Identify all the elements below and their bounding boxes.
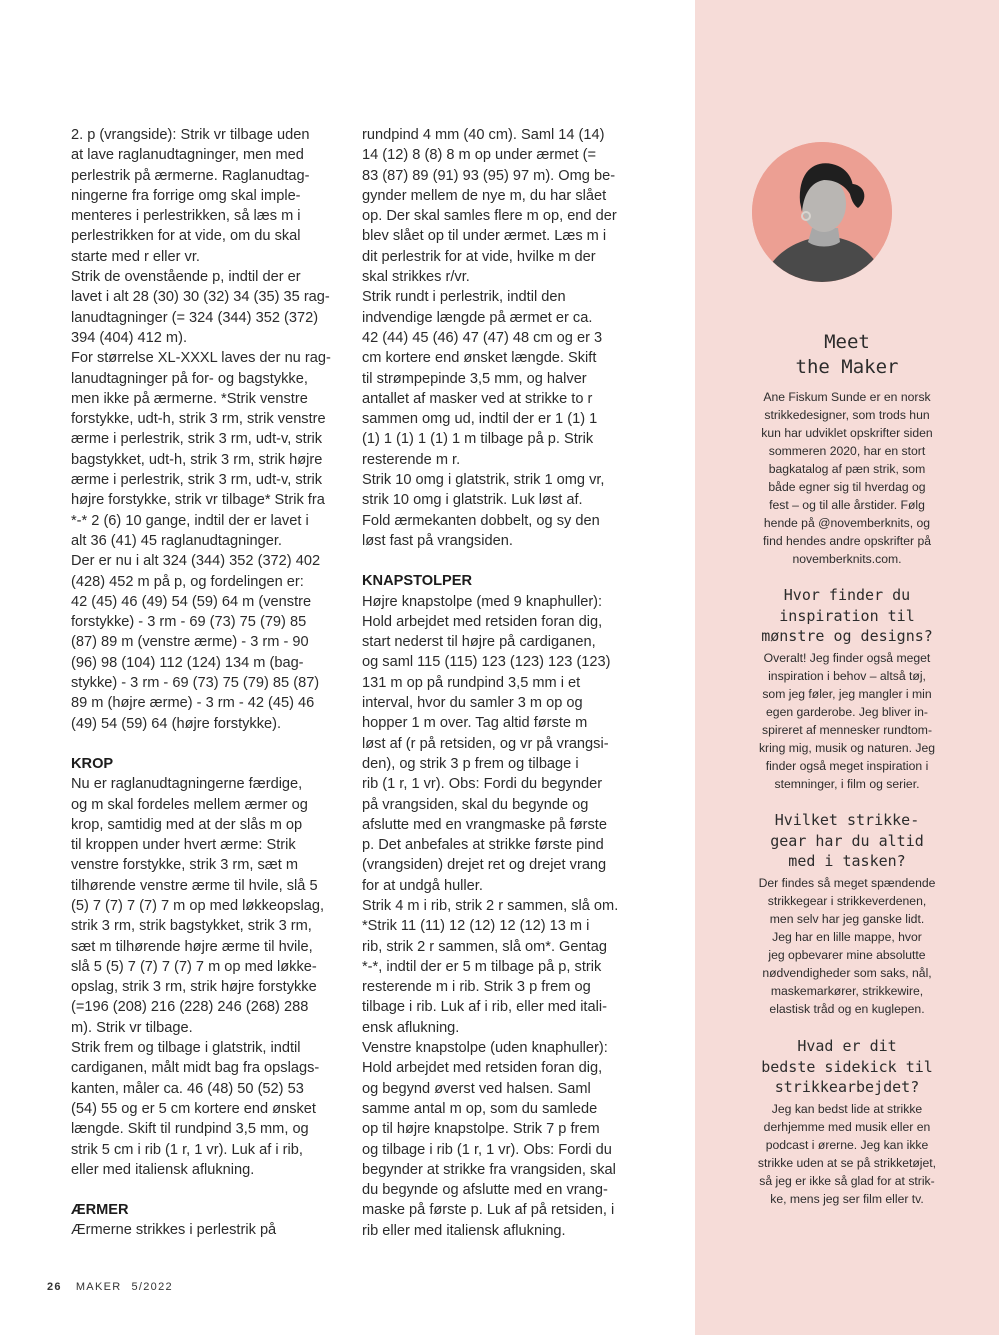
interview-question: Hvilket strikke- gear har du altid med i tasken? [770, 811, 924, 870]
interview-question: Hvad er dit bedste sidekick til strikkearbejdet? [761, 1037, 933, 1096]
text-column-middle [362, 125, 637, 1241]
paragraph: 2. p (vrangside): Strik vr tilbage uden at lave raglanudtagninger, men med perlestrik på ærmerne. Raglanudtag- ningerne fra forrige omg skal imple- menteres i perlestrikken, så læs m i perlestrikken for at vide, om du skal starte med r eller vr. [71, 127, 310, 265]
page-number: 26 [47, 1281, 62, 1293]
section-heading-aermer: ÆRMER [71, 1202, 129, 1219]
maker-portrait [752, 142, 892, 282]
spacer [362, 551, 637, 571]
paragraph: Strik frem og tilbage i glatstrik, indtil cardiganen, målt midt bag fra opslags- kanten, måler ca. 46 (48) 50 (52) 53 (54) 55 og er 5 cm kortere end ønsket længde. Skift til rundpind 3,5 mm, og strik 5 cm i rib (1 r, 1 vr). Luk af i rib, eller med italiensk aflukning. [71, 1040, 320, 1178]
paragraph: Nu er raglanudtagningerne færdige, og m skal fordeles mellem ærmer og krop, samtidig med at der slås m op til kroppen under hvert ærme: Strik venstre forstykke, strik 3 rm, sæt m tilhørende venstre ærme til hvile, slå 5 (5) 7 (7) 7 (7) 7 m op med løkkeopslag, strik 3 rm, strik bagstykket, strik 3 rm, sæt m tilhørende højre ærme til hvile, slå 5 (5) 7 (7) 7 (7) 7 m op med løkke- opslag, strik 3 rm, strik højre forstykke (=196 (208) 216 (228) 246 (268) 288 m). Strik vr tilbage. [71, 776, 325, 1036]
paragraph: rundpind 4 mm (40 cm). Saml 14 (14) 14 (12) 8 (8) 8 m op under ærmet (= 83 (87) 89 (91) 93 (95) 97 m). Omg be- gynder mellem de nye m, du har slået op. Der skal samles flere m op, end der blev slået op til under ærmet. Læs m i dit perlestrik for at vide, hvilke m der skal strikkes r/vr. [362, 127, 617, 286]
interview-answer: Der findes så meget spændende strikkegear i strikkeverdenen, men selv har jeg ganske lidt. Jeg har en lille mappe, hvor jeg opbevarer mine absolutte nødvendigheder som saks, nål, maskemarkører, strikkewire, elastisk tråd og en kuglepen. [758, 876, 936, 1016]
paragraph: Der er nu i alt 324 (344) 352 (372) 402 (428) 452 m på p, og fordelingen er: 42 (45) 46 (49) 54 (59) 64 m (venstre forstykke) - 3 rm - 69 (73) 75 (79) 85 (87) 89 m (venstre ærme) - 3 rm - 90 (96) 98 (104) 112 (124) 134 m (bag- stykke) - 3 rm - 69 (73) 75 (79) 85 (87) 89 m (højre ærme) - 3 rm - 42 (45) 46 (49) 54 (59) 64 (højre forstykke). [71, 553, 321, 732]
portrait-illustration [752, 142, 892, 282]
issue-number: 5/2022 [131, 1281, 173, 1293]
section-heading-krop: KROP [71, 755, 114, 772]
paragraph: Ærmerne strikkes i perlestrik på [71, 1222, 277, 1239]
text-column-left [71, 125, 341, 1241]
paragraph: Strik rundt i perlestrik, indtil den indvendige længde på ærmet er ca. 42 (44) 45 (46) 47 (47) 48 cm og er 3 cm kortere end ønsket længde. Skift til strømpepinde 3,5 mm, og halver antallet af masker ved at strikke to r sammen omg ud, indtil der er 1 (1) 1 (1) 1 (1) 1 (1) 1 m tilbage på p. Strik resterende m r. [362, 289, 603, 468]
page-footer [47, 1281, 173, 1293]
paragraph: Venstre knapstolpe (uden knaphuller): Hold arbejdet med retsiden foran dig, og begynd øverst ved halsen. Saml samme antal m op, som du samlede op til højre knapstolpe. Strik 7 p frem og tilbage i rib (1 r, 1 vr). Obs: Fordi du begynder at strikke fra vrangsiden, skal du begynde og afslutte med en vrang- maske på første p. Luk af på retsiden, i rib eller med italiensk aflukning. [362, 1040, 616, 1239]
meet-the-maker-title: Meet the Maker [795, 331, 899, 378]
paragraph: Strik de ovenstående p, indtil der er lavet i alt 28 (30) 30 (32) 34 (35) 35 rag- lanudtagninger (= 324 (344) 352 (372) 394 (404) 412 m). [71, 269, 330, 346]
spacer [71, 1180, 341, 1200]
interview-question: Hvor finder du inspiration til mønstre og designs? [761, 586, 933, 645]
spacer [71, 734, 341, 754]
maker-bio: Ane Fiskum Sunde er en norsk strikkedesigner, som trods hun kun har udviklet opskrifter siden sommeren 2020, har en stort bagkatalog af pæn strik, som både egner sig til hverdag og fest – og til alle årstider. Følg hende på @novemberknits, og find hendes andre opskrifter på novemberknits.com. [761, 390, 933, 566]
magazine-name: MAKER [75, 1281, 122, 1293]
paragraph: Strik 10 omg i glatstrik, strik 1 omg vr, strik 10 omg i glatstrik. Luk løst af. Fold ærmekanten dobbelt, og sy den løst fast på vrangsiden. [362, 472, 605, 549]
paragraph: Højre knapstolpe (med 9 knaphuller): Hold arbejdet med retsiden foran dig, start nederst til højre på cardiganen, og saml 115 (115) 123 (123) 123 (123) 131 m op på rundpind 3,5 mm i et interval, hvor du samler 3 m op og hopper 1 m over. Tag altid første m løst af (r på retsiden, og vr på vrangsi- den), og strik 3 p frem og tilbage i rib (1 r, 1 vr). Obs: Fordi du begynder på vrangsiden, skal du begynde og afslutte med en vrangmaske på første p. Det anbefales at strikke første pind (vrangsiden) drejet ret og drejet vrang for at undgå huller. [362, 593, 611, 894]
interview-answer: Overalt! Jeg finder også meget inspiration i behov – altså tøj, som jeg føler, jeg mangler i min egen garderobe. Jeg bliver in- spireret af mennesker rundtom- kring mig, musik og naturen. Jeg finder også meget inspiration i stemninger, i film og serier. [758, 651, 936, 791]
section-heading-knapstolper: KNAPSTOLPER [362, 573, 473, 590]
interview-answer: Jeg kan bedst lide at strikke derhjemme med musik eller en podcast i ørerne. Jeg kan ikke strikke uden at se på strikketøjet, så jeg er ikke så glad for at strik- ke, mens jeg ser film eller tv. [757, 1102, 937, 1206]
meet-the-maker-sidebar [695, 0, 999, 1335]
paragraph: For størrelse XL-XXXL laves der nu rag- lanudtagninger på for- og bagstykke, men ikke på ærmerne. *Strik venstre forstykke, udt-h, strik 3 rm, strik venstre ærme i perlestrik, strik 3 rm, udt-v, strik bagstykket, udt-h, strik 3 rm, strik højre ærme i perlestrik, strik 3 rm, udt-v, strik højre forstykke, strik vr tilbage* Strik fra *-* 2 (6) 10 gange, indtil der er lavet i alt 36 (41) 45 raglanudtagninger. [71, 350, 331, 549]
paragraph: Strik 4 m i rib, strik 2 r sammen, slå om. *Strik 11 (11) 12 (12) 12 (12) 13 m i rib, strik 2 r sammen, slå om*. Gentag *-*, indtil der er 5 m tilbage på p, strik resterende m i rib. Strik 3 p frem og tilbage i rib. Luk af i rib, eller med itali- ensk aflukning. [362, 897, 619, 1036]
